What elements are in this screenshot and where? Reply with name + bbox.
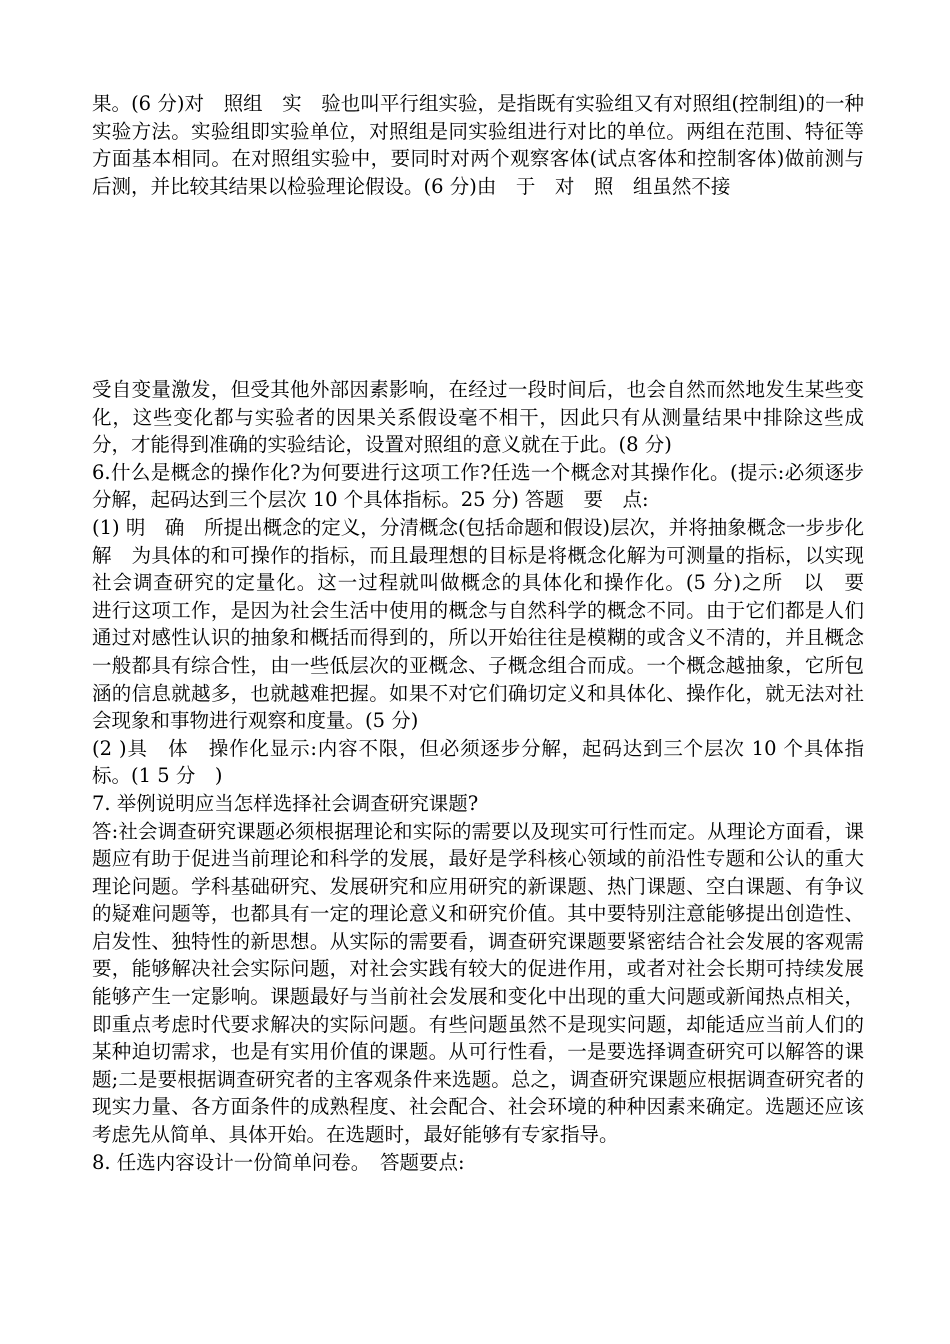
- question-6: 6.什么是概念的操作化?为何要进行这项工作?任选一个概念对其操作化。(提示:必须逐步分解，起码达到三个层次 10 个具体指标。25 分) 答题 要 点:: [92, 460, 864, 512]
- question-8: 8. 任选内容设计一份简单问卷。 答题要点:: [92, 1150, 465, 1174]
- answer-7: 答:社会调查研究课题必须根据理论和实际的需要以及现实可行性而定。从理论方面看，课题应有助于促进当前理论和科学的发展，最好是学科核心领域的前沿性专题和公认的重大理论问题。学科基础研究、发展研究和应用研究的新课题、热门课题、空白课题、有争议的疑难问题等，也都具有一定的理论意义和研究价值。其中要特别注意能够提出创造性、启发性、独特性的新思想。从实际的需要看，调查研究课题要紧密结合社会发展的客观需要，能够解决社会实际问题，对社会实践有较大的促进作用，或者对社会长期可持续发展能够产生一定影响。课题最好与当前社会发展和变化中出现的重大问题或新闻热点相关，即重点考虑时代要求解决的实际问题。有些问题虽然不是现实问题，却能适应当前人们的某种迫切需求，也是有实用价值的课题。从可行性看，一是要选择调查研究可以解答的课题;二是要根据调查研究者的主客观条件来选题。总之，调查研究课题应根据调查研究者的现实力量、各方面条件的成熟程度、社会配合、社会环境的种种因素来确定。选题还应该考虑先从简单、具体开始。在选题时，最好能够有专家指导。: [92, 819, 864, 1147]
- answer-6-part-2: (2 )具 体 操作化显示:内容不限，但必须逐步分解，起码达到三个层次 10 个具体指标。(1 5 分 ): [92, 736, 864, 788]
- answer-6-part-1: (1) 明 确 所提出概念的定义，分清概念(包括命题和假设)层次，并将抽象概念一步步化解 为具体的和可操作的指标，而且最理想的目标是将概念化解为可测量的指标，以实现社会调查研究的定量化。这一过程就叫做概念的具体化和操作化。(5 分)之所 以 要 进行这项工作，是因为社会生活中使用的概念与自然科学的概念不同。由于它们都是人们通过对感性认识的抽象和概括而得到的，所以开始往往是模糊的或含义不清的，并且概念一般都具有综合性，由一些低层次的亚概念、子概念组合而成。一个概念越抽象，它所包涵的信息就越多，也就越难把握。如果不对它们确切定义和具体化、操作化，就无法对社会现象和事物进行观察和度量。(5 分): [92, 515, 884, 733]
- paragraph-continuation: 受自变量激发，但受其他外部因素影响，在经过一段时间后，也会自然而然地发生某些变化，这些变化都与实验者的因果关系假设毫不相干，因此只有从测量结果中排除这些成分，才能得到准确的实验结论，设置对照组的意义就在于此。(8 分): [92, 378, 864, 457]
- question-7: 7. 举例说明应当怎样选择社会调查研究课题?: [92, 791, 479, 815]
- main-text-block: [92, 376, 884, 1176]
- top-text-block: [92, 90, 864, 200]
- paragraph-control-group: 果。(6 分)对 照组 实 验也叫平行组实验，是指既有实验组又有对照组(控制组)的一种实验方法。实验组即实验单位，对照组是同实验组进行对比的单位。两组在范围、特征等方面基本相同。在对照组实验中，要同时对两个观察客体(试点客体和控制客体)做前测与后测，并比较其结果以检验理论假设。(6 分)由 于 对 照 组虽然不接: [92, 92, 864, 198]
